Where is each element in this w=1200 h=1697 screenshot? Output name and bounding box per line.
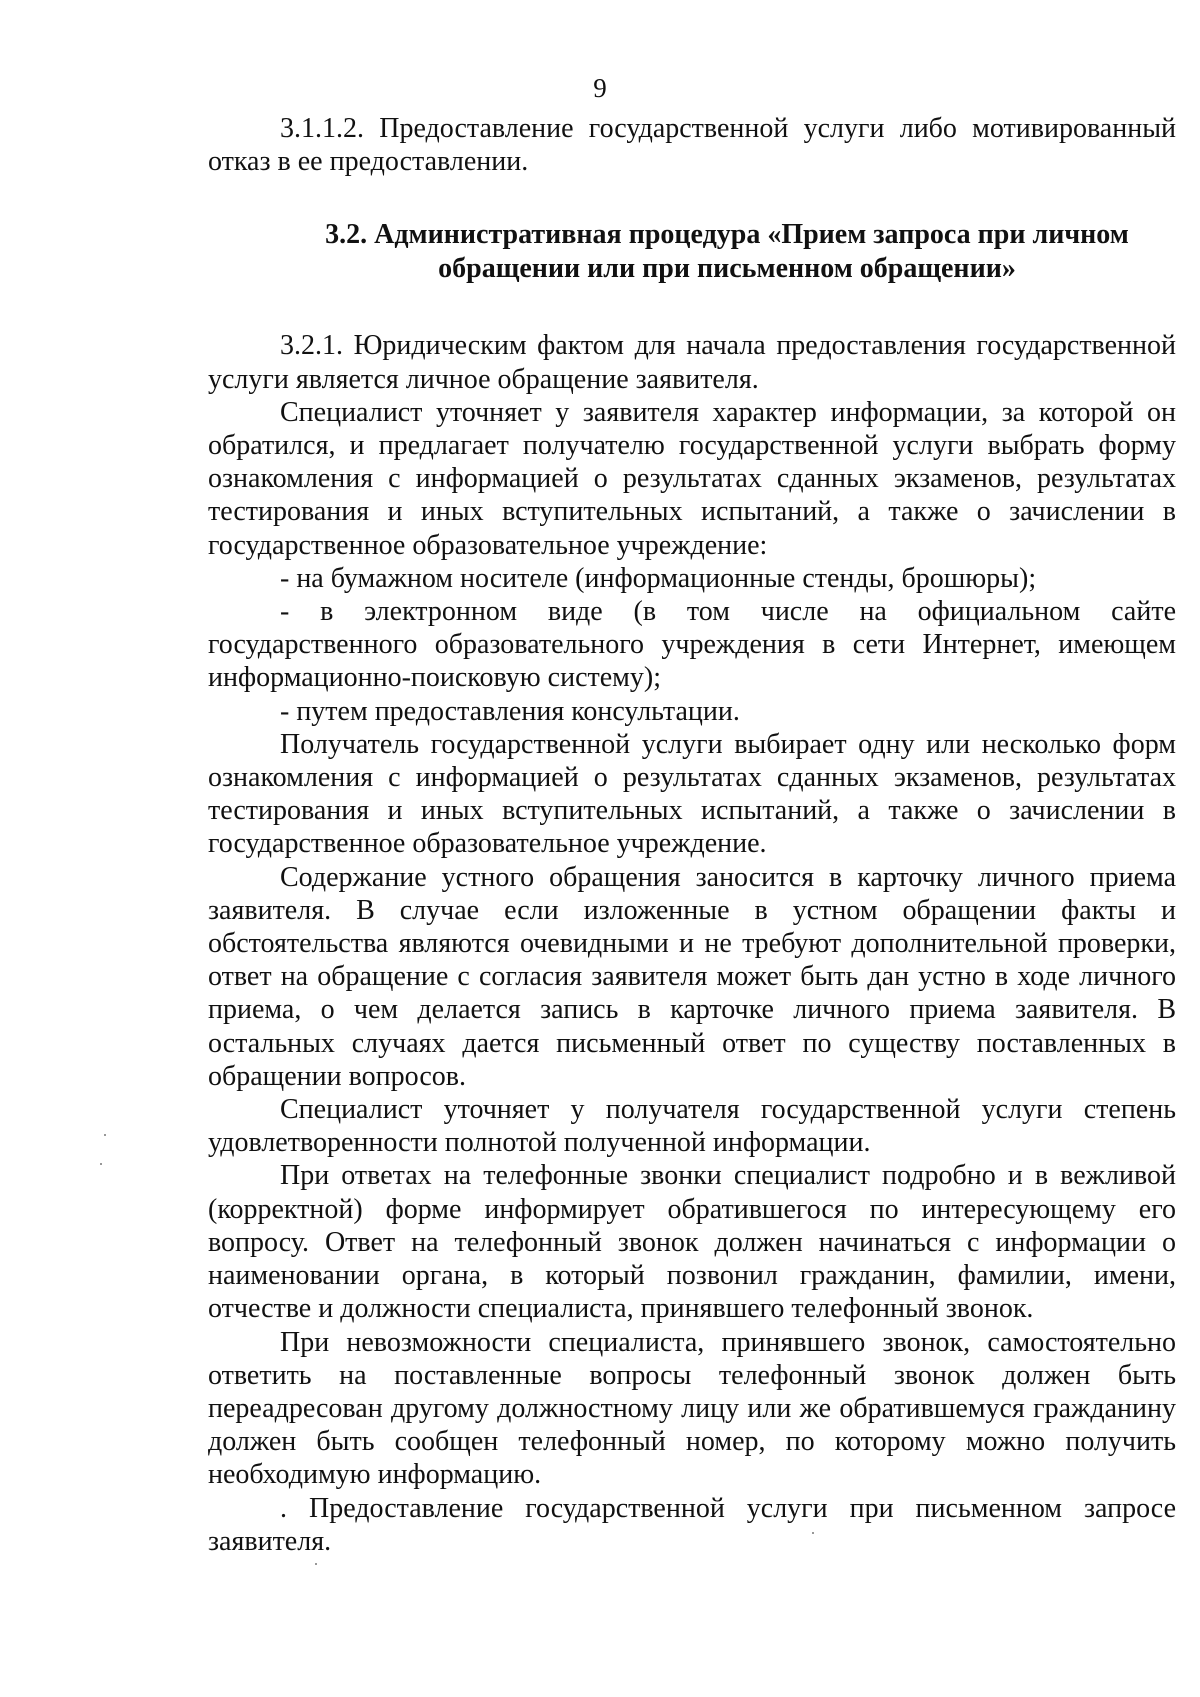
paragraph-3-1-1-2: 3.1.1.2. Предоставление государственной услуги либо мотивированный отказ в ее предоставлении. — [208, 113, 1176, 178]
paragraph-recipient-chooses: Получатель государственной услуги выбирает одну или несколько форм ознакомления с информацией о результатах сданных экзаменов, результатах тестирования и иных вступительных испытаний, а также о зачислении в государственное образовательное учреждение. — [208, 728, 1176, 860]
paragraph-redirect-call: При невозможности специалиста, принявшего звонок, самостоятельно ответить на поставленные вопросы телефонный звонок должен быть переадресован другому должностному лицу или же обратившемуся гражданину должен быть сообщен телефонный номер, по которому можно получить необходимую информацию. — [208, 1326, 1176, 1491]
paragraph-satisfaction: Специалист уточняет у получателя государственной услуги степень удовлетворенности полнотой полученной информации. — [208, 1094, 1176, 1159]
list-item-electronic: - в электронном виде (в том числе на официальном сайте государственного образовательного учреждения в сети Интернет, имеющем информационно-поисковую систему); — [208, 596, 1176, 694]
scan-speck — [104, 1134, 106, 1136]
scan-speck — [812, 1532, 814, 1534]
document-body — [208, 112, 1176, 1558]
paragraph-written-request: . Предоставление государственной услуги при письменном запросе заявителя. — [208, 1492, 1176, 1557]
scan-speck — [100, 1163, 102, 1165]
page-number: 9 — [593, 73, 607, 103]
paragraph-oral-appeal: Содержание устного обращения заносится в карточку личного приема заявителя. В случае если изложенные в устном обращении факты и обстоятельства являются очевидными и не требуют дополнительной проверки, ответ на обращение с согласия заявителя может быть дан устно в ходе личного приема, о чем делается запись в карточке личного приема заявителя. В остальных случаях дается письменный ответ по существу поставленных в обращении вопросов. — [208, 861, 1176, 1092]
paragraph-specialist-clarifies: Специалист уточняет у заявителя характер информации, за которой он обратился, и предлагает получателю государственной услуги выбрать форму ознакомления с информацией о результатах сданных экзаменов, результатах тестирования и иных вступительных испытаний, а также о зачислении в государственное образовательное учреждение: — [208, 396, 1176, 561]
paragraph-3-2-1: 3.2.1. Юридическим фактом для начала предоставления государственной услуги является личное обращение заявителя. — [208, 330, 1176, 395]
list-item-paper: - на бумажном носителе (информационные стенды, брошюры); — [280, 562, 1037, 594]
list-item-consultation: - путем предоставления консультации. — [280, 695, 740, 727]
paragraph-phone-calls: При ответах на телефонные звонки специалист подробно и в вежливой (корректной) форме информирует обратившегося по интересующему его вопросу. Ответ на телефонный звонок должен начинаться с информации о наименовании органа, в который позвонил гражданин, фамилии, имени, отчестве и должности специалиста, принявшего телефонный звонок. — [208, 1160, 1176, 1325]
section-heading-line-1: 3.2. Административная процедура «Прием запроса при личном — [325, 219, 1129, 251]
scan-speck — [315, 1563, 317, 1565]
section-heading-line-2: обращении или при письменном обращении» — [438, 252, 1016, 284]
section-heading-3-2 — [208, 218, 1176, 285]
